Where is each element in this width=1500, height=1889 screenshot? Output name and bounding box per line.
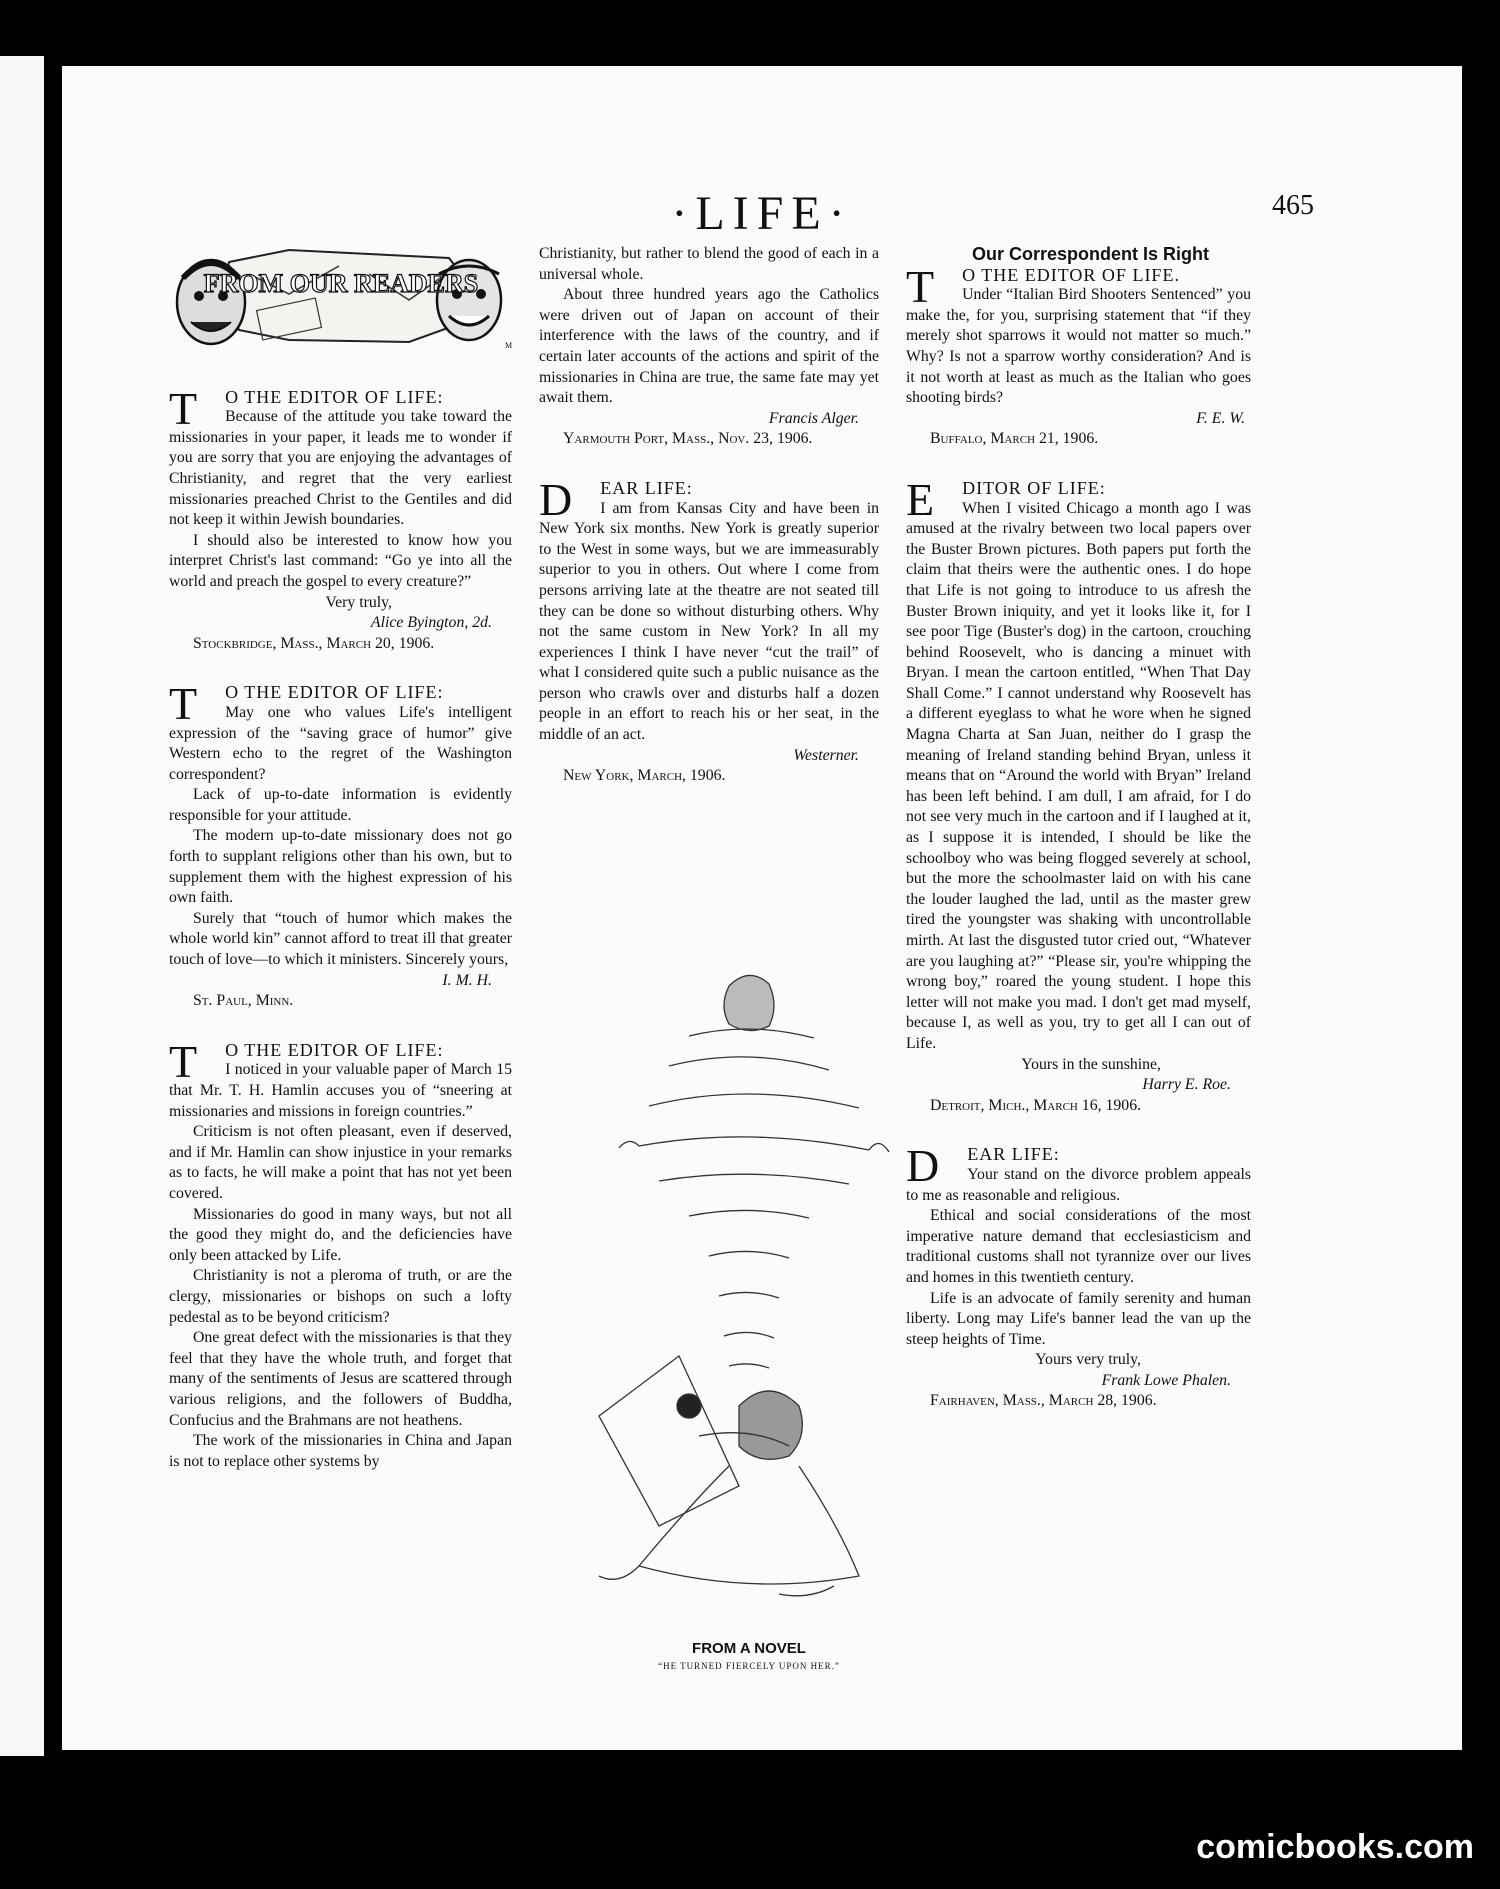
letter-paragraph: Life is an advocate of family serenity and human liberty. Long may Life's banner lead the van up the steep heights of Time. (906, 1289, 1251, 1348)
header-art-title: FROM OUR READERS (203, 269, 479, 298)
letter-closing: Yours very truly, (1035, 1351, 1141, 1369)
letter-opener: O THE EDITOR OF LIFE: (225, 682, 444, 703)
magazine-page (62, 66, 1462, 1750)
caption-title: FROM A NOVEL (692, 1640, 806, 1657)
letter-paragraph: Christianity, but rather to blend the good of each in a universal whole. (539, 245, 879, 283)
letter-place-date: Detroit, Mich., March 16, 1906. (930, 1096, 1142, 1114)
dropcap: D (539, 473, 573, 525)
letter-place-date: Fairhaven, Mass., March 28, 1906. (930, 1392, 1157, 1410)
from-a-novel-illustration (579, 966, 919, 1606)
letter-place-date: Stockbridge, Mass., March 20, 1906. (193, 634, 435, 652)
letter-place-date: St. Paul, Minn. (193, 992, 294, 1010)
letter-paragraph: About three hundred years ago the Catholics were driven out of Japan on account of their interference with the laws of the country, and if certain later accounts of the actions and spirit of the missionaries in China are true, the same fate may yet await them. (539, 286, 879, 407)
letter-opener: O THE EDITOR OF LIFE. (962, 264, 1180, 285)
letter-phalen (906, 1140, 1251, 1412)
facing-page-edge (0, 56, 44, 1756)
letter-signature: Alice Byington, 2d. (370, 614, 492, 632)
letter-paragraph: I am from Kansas City and have been in New York six months. New York is greatly superior to the West in some ways, but we are immeasurably superior to you in others. Out where I come from persons arriving late at the theatre are not seated till they can be done so without disturbing others. Why not the same custom in New York? In all my experiences I think I have never “cut the trail” of what I considered quite such a public nuisance as the person who crawls over and disturbs half a dozen people in an effort to reach his or her seat, in the middle of an act. (539, 499, 879, 744)
column-2 (539, 244, 879, 815)
caption-subtitle: “HE TURNED FIERCELY UPON HER.” (658, 1661, 840, 1671)
letter-place-date: New York, March, 1906. (563, 767, 726, 785)
letter-paragraph: Surely that “touch of humor which makes the whole world kin” cannot afford to treat ill that greater touch of love—to which it ministers. Sincerely yours, (169, 909, 512, 969)
letter-paragraph: Your stand on the divorce problem appeals to me as reasonable and religious. (906, 1165, 1251, 1204)
column-3 (906, 244, 1251, 1440)
letter-signature: Francis Alger. (768, 409, 859, 427)
letter-signature: Westerner. (793, 746, 859, 764)
letter-imh (169, 678, 512, 1012)
illustration-caption (579, 1640, 919, 1671)
dropcap: T (169, 1035, 198, 1087)
letter-opener: O THE EDITOR OF LIFE: (225, 1039, 444, 1060)
letter-closing: Yours in the sunshine, (1021, 1055, 1161, 1073)
letter-paragraph: I should also be interested to know how you interpret Christ's last command: “Go ye into all the world and preach the gospel to every creature?” (169, 531, 512, 590)
dropcap: D (906, 1140, 940, 1192)
letter-signature: Harry E. Roe. (1142, 1076, 1231, 1094)
letter-westerner (539, 473, 879, 787)
letter-place-date: Yarmouth Port, Mass., Nov. 23, 1906. (563, 430, 813, 448)
dropcap: T (169, 382, 198, 434)
page-number: 465 (1272, 190, 1314, 221)
section-heading: Our Correspondent Is Right (971, 244, 1209, 264)
column-1 (169, 244, 512, 1500)
header-art-signature: M (505, 341, 512, 350)
from-our-readers-header-art (169, 244, 512, 352)
letter-paragraph: Ethical and social considerations of the most imperative nature demand that ecclesiasticism and traditional customs shall not tyrannize over our lives and homes in this twentieth century. (906, 1207, 1251, 1286)
letter-opener: DITOR OF LIFE: (962, 477, 1106, 498)
letter-byington (169, 382, 512, 655)
letter-opener: EAR LIFE: (967, 1144, 1060, 1165)
letter-paragraph: Criticism is not often pleasant, even if deserved, and if Mr. Hamlin can show injustice in your remarks as to facts, he will make a point that has not yet been covered. (169, 1123, 512, 1202)
dropcap: E (906, 473, 935, 525)
letter-paragraph: I noticed in your valuable paper of March 15 that Mr. T. H. Hamlin accuses you of “sneering at missionaries and missions in foreign countries.” (169, 1061, 512, 1120)
letter-paragraph: The work of the missionaries in China and Japan is not to replace other systems by (169, 1432, 512, 1470)
letter-paragraph: The modern up-to-date missionary does not go forth to supplant religions other than his own, but to supplement them with the highest expression of his own faith. (169, 827, 512, 907)
dropcap: T (906, 260, 935, 312)
letter-paragraph: When I visited Chicago a month ago I was amused at the rivalry between two local papers over the Buster Brown pictures. Both papers put forth the claim that theirs were the authentic ones. I do hope that Life is not going to introduce to us afresh the Buster Brown iniquity, and yet it looks like it, for I see poor Tige (Buster's dog) in the cartoon, crouching behind Roosevelt, who is dancing a minuet with Bryan. I mean the cartoon entitled, “When That Day Shall Come.” I cannot understand why Roosevelt has a different eyeglass to what he wore when he signed Magna Charta at San Juan, neither do I grasp the meaning of Ireland standing behind Bryan, unless it means that on “Around the world with Bryan” Ireland has been left behind. I am dull, I am afraid, for I do not see very much in the cartoon and if I laughed at it, as I suppose it is intended, I should be like the schoolboy who was being flogged severely at school, but the more the schoolmaster laid on with his cane the louder laughed the lad, until as the master grew tired the youngster was shaking with uncontrollable mirth. At last the disgusted tutor cried out, “Whatever are you laughing at?” “Please sir, you're whipping the wrong boy,” roared the young student. I hope this letter will not make you mad. I don't get mad myself, because I, as well as you, try to get all I can out of Life. (906, 499, 1251, 1052)
letter-alger-continued (539, 244, 879, 450)
letter-opener: EAR LIFE: (600, 477, 693, 498)
letter-opener: O THE EDITOR OF LIFE: (225, 386, 444, 407)
letter-closing: Very truly, (325, 593, 392, 611)
letter-paragraph: Under “Italian Bird Shooters Sentenced” you make the, for you, surprising statement that “if they merely shot sparrows it would not matter so much.” Why? Is not a sparrow worthy consideration? And is it not worth at least as much as the Italian who goes shooting birds? (906, 286, 1251, 407)
site-watermark: comicbooks.com (1196, 1828, 1474, 1866)
letter-place-date: Buffalo, March 21, 1906. (930, 430, 1099, 448)
letter-signature: I. M. H. (442, 971, 492, 989)
letter-paragraph: May one who values Life's intelligent expression of the “saving grace of humor” give Western echo to the regret of the Washington correspondent? (169, 703, 512, 783)
letter-paragraph: One great defect with the missionaries is that they feel that they have the whole truth, and forget that many of the sentiments of Jesus are scattered through various religions, and the followers of Buddha, Confucius and the Brahmans are not heathens. (169, 1329, 512, 1429)
masthead: ·LIFE· (671, 187, 853, 240)
letter-few (906, 244, 1251, 450)
dropcap: T (169, 678, 198, 730)
letter-paragraph: Because of the attitude you take toward the missionaries in your paper, it leads me to wonder if you are sorry that you are enjoying the advantages of Christianity, and regret that the very earliest missionaries preached Christ to the Gentiles and did not keep it within Jewish boundaries. (169, 408, 512, 529)
letter-signature: F. E. W. (1196, 409, 1245, 427)
letter-paragraph: Missionaries do good in many ways, but not all the good they might do, and the deficiencies have only been attacked by Life. (169, 1205, 512, 1264)
letter-paragraph: Christianity is not a pleroma of truth, or are the clergy, missionaries or bishops on such a lofty pedestal as to be beyond criticism? (169, 1267, 512, 1326)
letter-signature: Frank Lowe Phalen. (1101, 1371, 1231, 1389)
letter-roe (906, 473, 1251, 1116)
letter-hamlin-reply (169, 1035, 512, 1472)
letter-paragraph: Lack of up-to-date information is evidently responsible for your attitude. (169, 786, 512, 824)
